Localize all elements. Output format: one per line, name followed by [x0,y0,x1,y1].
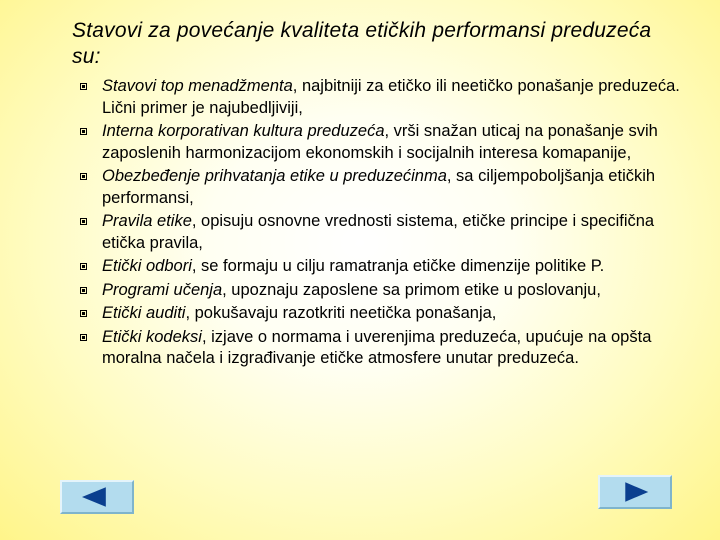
list-item [80,256,690,278]
slide-title: Stavovi za povećanje kvaliteta etičkih performansi preduzeća su: [72,19,652,68]
bullet-term: Interna korporativan kultura preduzeća [102,122,385,140]
square-bullet-icon [80,310,87,317]
bullet-term: Pravila etike [102,212,192,230]
square-bullet-icon [80,173,87,180]
bullet-term: Programi učenja [102,280,223,299]
square-bullet-icon [80,287,87,294]
previous-slide-button[interactable] [60,480,134,514]
list-item [80,327,690,370]
next-slide-button[interactable] [598,475,672,509]
bullet-term: Stavovi top menadžmenta [102,77,293,95]
bullet-text: , izjave o normama i uverenjima preduzeća, upućuje na opšta moralna načela i izgrađivanje etičke atmosfere unutar preduzeća. [102,327,652,367]
bullet-term: Etički kodeksi [102,327,202,346]
list-item [80,211,690,254]
bullet-term: Etički odbori [102,257,192,275]
bullet-text: , najbitniji za etičko ili neetičko ponašanje preduzeća. Lični primer je najubedljiviji, [102,77,680,117]
list-item [80,76,690,119]
arrow-left-icon [62,482,132,512]
bullet-text: , upoznaju zaposlene sa primom etike u poslovanju, [222,280,601,299]
bullet-term: Etički auditi [102,304,186,322]
bullet-text: , opisuju osnovne vrednosti sistema, etičke principe i specifična etička pravila, [102,212,655,252]
list-item [80,121,690,164]
square-bullet-icon [80,128,87,135]
list-item [80,280,690,302]
list-item [80,166,690,209]
arrow-right-icon [600,477,670,507]
square-bullet-icon [80,218,87,225]
bullet-text: , vrši snažan uticaj na ponašanje svih zaposlenih harmonizacijom ekonomskih i socijalnih interesa komapanije, [102,122,658,162]
bullet-text: , se formaju u cilju ramatranja etičke dimenzije politike P. [191,257,605,275]
square-bullet-icon [80,263,87,270]
bullet-text: , sa ciljempoboljšanja etičkih performansi, [102,167,656,207]
square-bullet-icon [80,83,87,90]
bullet-term: Obezbeđenje prihvatanja etike u preduzećinma [102,167,447,185]
list-item [80,303,690,325]
bullet-list [80,76,690,372]
square-bullet-icon [80,334,87,341]
bullet-text: , pokušavaju razotkriti neetička ponašanja, [185,304,497,322]
